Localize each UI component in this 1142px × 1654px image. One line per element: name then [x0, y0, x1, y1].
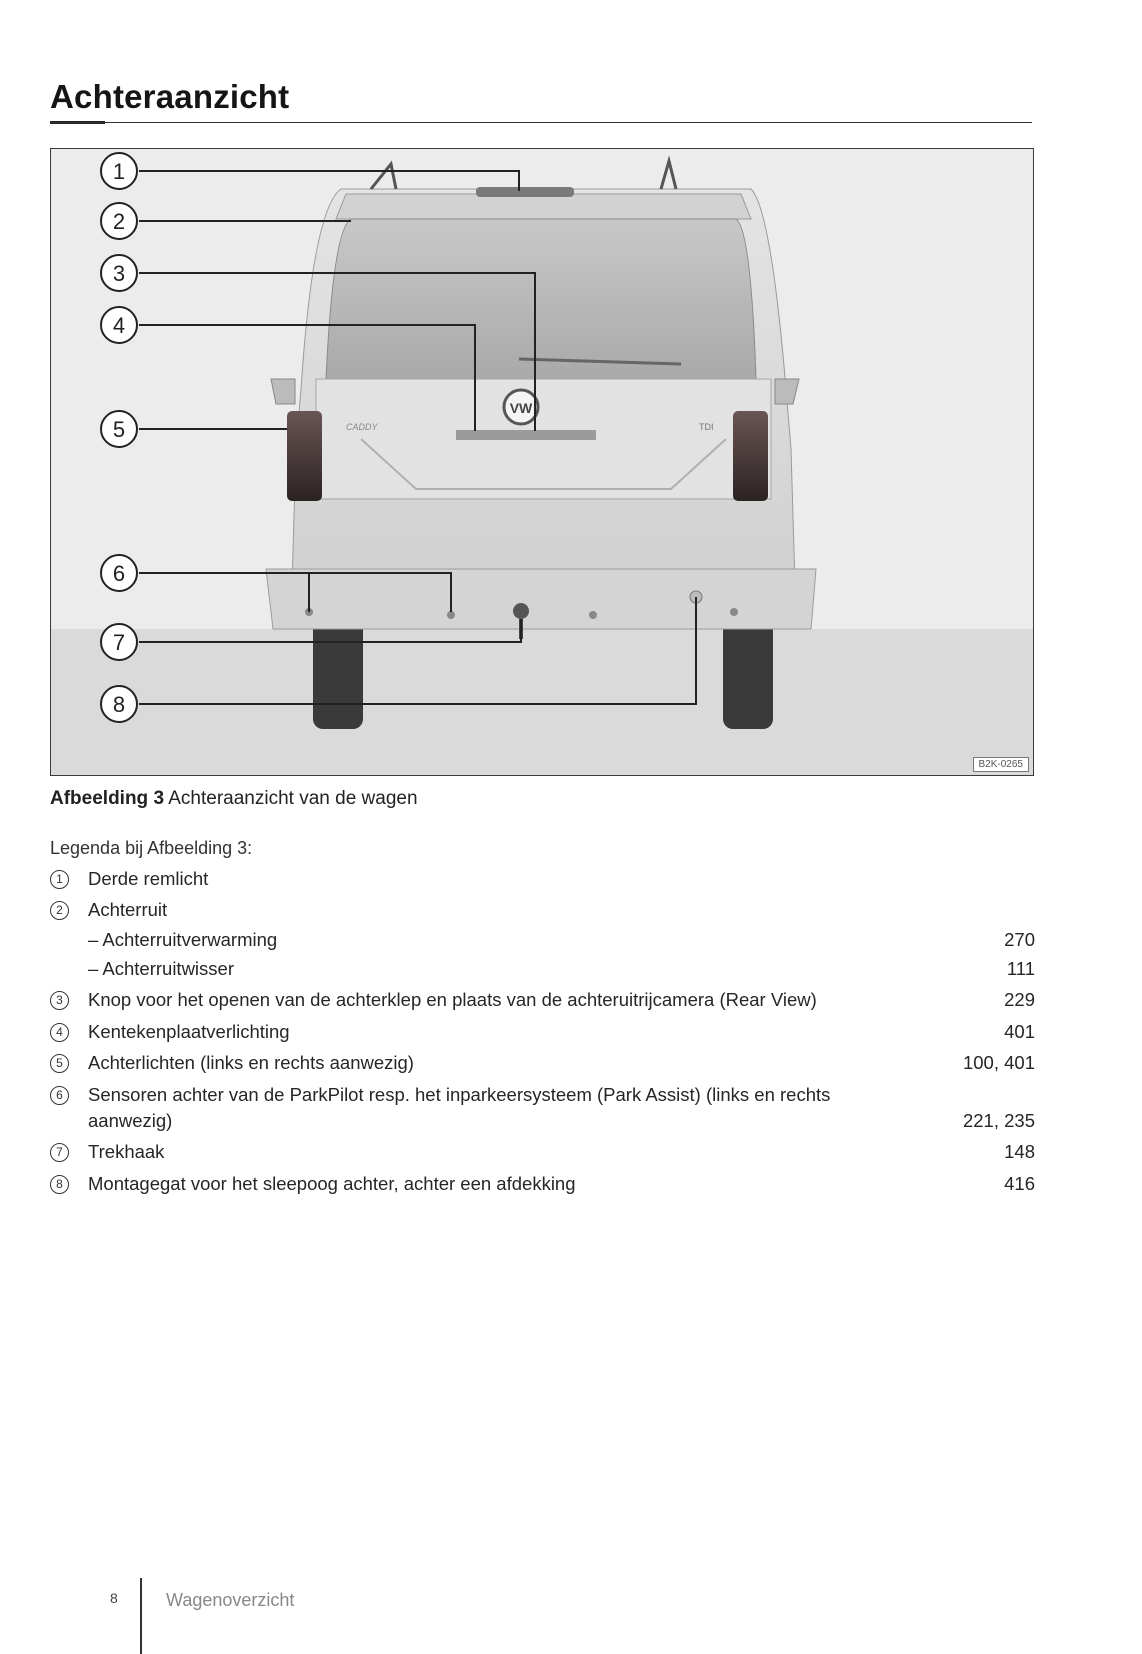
legend-page-ref[interactable]: 148 [1004, 1141, 1035, 1162]
callout-6: 6 [112, 561, 126, 586]
legend-number: 2 [50, 901, 69, 920]
right-tire [723, 619, 773, 729]
legend-text: Derde remlicht [88, 868, 209, 889]
legend-intro: Legenda bij Afbeelding 3: [50, 838, 253, 858]
park-sensor [447, 611, 455, 619]
legend-number: 1 [50, 870, 69, 889]
footer-divider [140, 1578, 142, 1654]
footer-section: Wagenoverzicht [166, 1590, 295, 1610]
legend-text: Achterlichten (links en rechts aanwezig) [88, 1052, 414, 1073]
legend-text: – Achterruitwisser [88, 958, 234, 979]
legend-text: Montagegat voor het sleepoog achter, achter een afdekking [88, 1173, 576, 1194]
callout-7: 7 [112, 630, 126, 655]
legend-text: Sensoren achter van de ParkPilot resp. het inparkeersysteem (Park Assist) (links en rechts [88, 1084, 831, 1105]
legend-page-ref[interactable]: 270 [1004, 929, 1035, 950]
legend-number: 7 [50, 1143, 69, 1162]
third-brake-light [476, 187, 574, 197]
rear-view-figure [50, 148, 1034, 776]
legend-text: Knop voor het openen van de achterklep en plaats van de achteruitrijcamera (Rear View) [88, 989, 817, 1010]
legend-number: 8 [50, 1175, 69, 1194]
license-plate-light-strip [456, 430, 596, 440]
callout-3: 3 [112, 261, 126, 286]
legend-page-ref[interactable]: 221, 235 [962, 1110, 1035, 1131]
legend-page-ref[interactable]: 401 [1004, 1021, 1035, 1042]
legend-text: aanwezig) [88, 1110, 173, 1131]
tow-hook [513, 603, 529, 619]
ground [51, 629, 1033, 775]
park-sensor [589, 611, 597, 619]
legend-number: 4 [50, 1023, 69, 1042]
legend-page-ref[interactable]: 229 [1004, 989, 1035, 1010]
legend-text: Trekhaak [88, 1141, 165, 1162]
legend-page-ref[interactable]: 416 [1004, 1173, 1035, 1194]
figure-code: B2K-0265 [973, 757, 1029, 772]
left-tire [313, 619, 363, 729]
rear-bumper [266, 569, 816, 629]
legend-page-ref[interactable]: 100, 401 [962, 1052, 1035, 1073]
legend-number: 6 [50, 1086, 69, 1105]
right-tail-light [733, 411, 768, 501]
caption-label: Afbeelding 3 [50, 788, 165, 809]
callout-2: 2 [112, 209, 126, 234]
legend-text: – Achterruitverwarming [88, 929, 278, 950]
legend-number: 3 [50, 991, 69, 1010]
page-title: Achteraanzicht [50, 78, 290, 115]
callout-4: 4 [112, 313, 126, 338]
figure-caption [50, 788, 418, 810]
caption-text: Achteraanzicht van de wagen [168, 788, 418, 809]
footer-page-number: 8 [110, 1590, 118, 1606]
legend-text: Achterruit [88, 899, 168, 920]
park-sensor [730, 608, 738, 616]
left-tail-light [287, 411, 322, 501]
trim-badge: TDI [699, 422, 714, 432]
legend-page-ref[interactable]: 111 [1006, 958, 1035, 979]
vehicle-rear-illustration [51, 149, 1033, 775]
callout-5: 5 [112, 417, 126, 442]
legend-number: 5 [50, 1054, 69, 1073]
rear-window [326, 219, 756, 379]
roof-spoiler [336, 194, 751, 219]
callout-1: 1 [112, 159, 126, 184]
legend-text: Kentekenplaatverlichting [88, 1021, 290, 1042]
callout-8: 8 [112, 692, 126, 717]
title-rule [50, 122, 1032, 123]
vw-logo-text: VW [509, 400, 533, 416]
model-badge: CADDY [346, 422, 378, 432]
